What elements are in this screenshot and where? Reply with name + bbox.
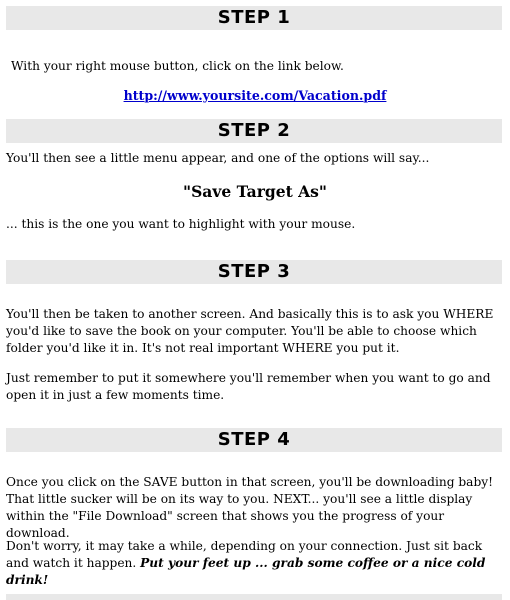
step-1-title: STEP 1 (217, 7, 291, 28)
step-2-header (6, 119, 502, 143)
step-1-header (6, 6, 502, 30)
step-4-paragraph-2 (6, 538, 504, 589)
step-2-title: STEP 2 (217, 120, 291, 141)
save-target-as-callout: "Save Target As" (183, 182, 327, 201)
relax-emphasis: Put your feet up ... grab some coffee or a nice cold drink! (6, 556, 486, 587)
step-3-paragraph-1: You'll then be taken to another screen. And basically this is to ask you WHERE you'd like to save the book on your computer. You'll be able to choose which folder you'd like it in. It's not real important WHERE you put it. (6, 307, 494, 355)
next-step-header-partial (6, 594, 502, 600)
step-1-instruction: With your right mouse button, click on the link below. (11, 59, 344, 73)
step-4-paragraph-1: Once you click on the SAVE button in that screen, you'll be downloading baby! That little sucker will be on its way to you. NEXT... you'll see a little display within the "File Download" screen that shows you the progress of your download. (6, 475, 494, 540)
step-4-header (6, 428, 502, 452)
step-2-outro: ... this is the one you want to highlight with your mouse. (6, 217, 356, 231)
step-3-header (6, 260, 502, 284)
step-1-link-row (6, 87, 504, 105)
step-3-title: STEP 3 (217, 261, 291, 282)
step-3-paragraph-2: Just remember to put it somewhere you'll remember when you want to go and open it in just a few moments time. (6, 371, 491, 402)
step-4-paragraph-2-text: Don't worry, it may take a while, depending on your connection. Just sit back and watch it happen. (6, 539, 483, 570)
pdf-download-link[interactable]: http://www.yoursite.com/Vacation.pdf (123, 88, 387, 103)
step-2-intro: You'll then see a little menu appear, and one of the options will say... (6, 151, 430, 165)
step-4-title: STEP 4 (217, 429, 291, 450)
